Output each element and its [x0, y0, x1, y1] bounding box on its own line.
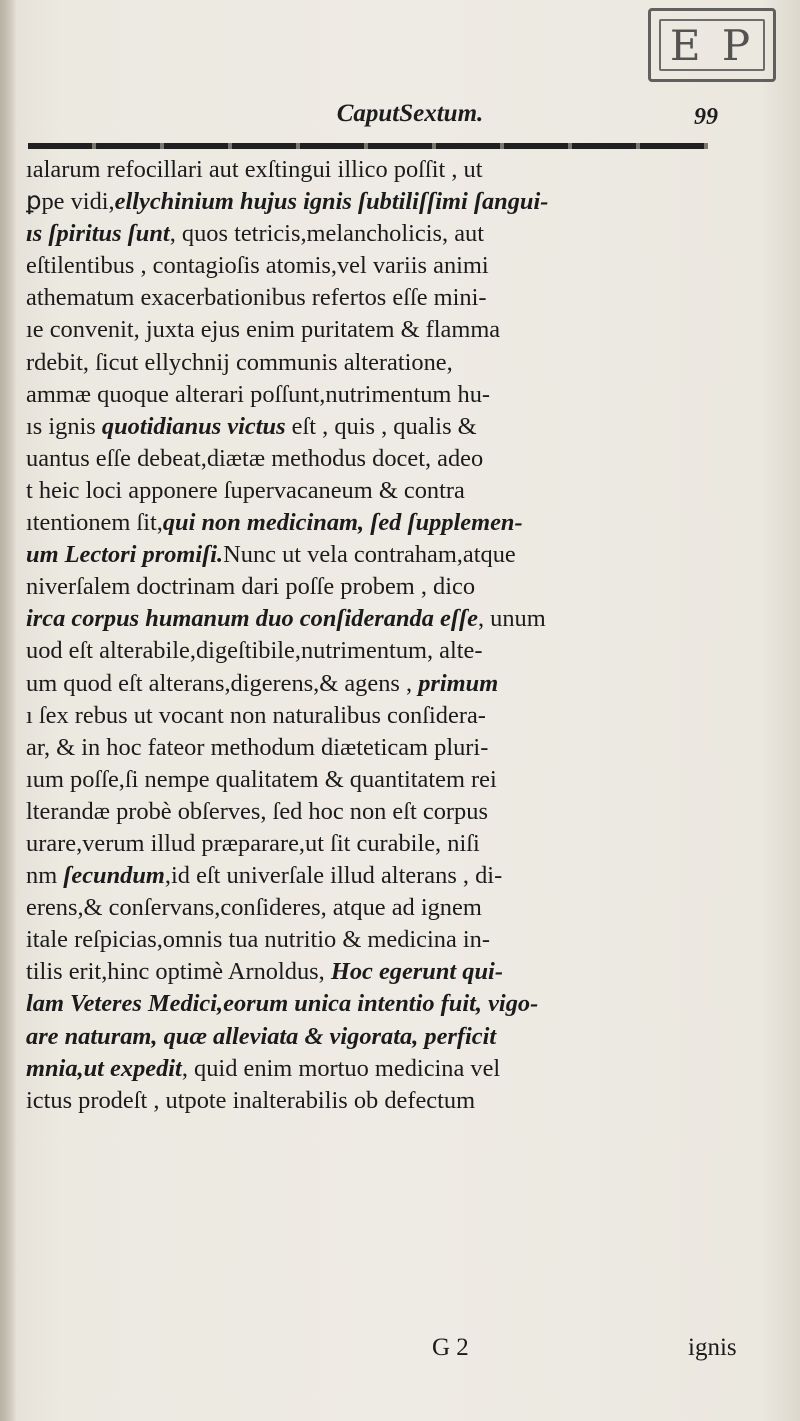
text-line	[26, 1021, 772, 1053]
roman-text-segment: lterandæ probè obſerves, ſed hoc non eſt corpus	[26, 797, 488, 825]
text-line	[26, 828, 772, 860]
text-line	[26, 892, 772, 924]
italic-text-segment: mnia,ut expedit	[26, 1054, 182, 1082]
roman-text-segment: ı ſex rebus ut vocant non naturalibus conſidera-	[26, 701, 486, 729]
roman-text-segment: uod eſt alterabile,digeſtibile,nutrimentum, alte-	[26, 637, 483, 665]
roman-text-segment: ar, & in hoc fateor methodum diæteticam pluri-	[26, 733, 489, 761]
text-line	[26, 475, 772, 507]
roman-text-segment: , unum	[477, 605, 546, 633]
roman-text-segment: rdebit, ſicut ellychnij communis alteratione,	[26, 348, 453, 376]
text-line	[26, 282, 772, 314]
text-line	[26, 603, 772, 635]
italic-text-segment: ſecundum	[63, 862, 165, 890]
text-line	[26, 764, 772, 796]
roman-text-segment: uantus eſſe debeat,diætæ methodus docet, adeo	[26, 444, 484, 472]
roman-text-segment: nm	[26, 862, 64, 890]
roman-text-segment: eſt , quis , qualis &	[285, 412, 477, 440]
roman-text-segment: ictus prodeſt , utpote inalterabilis ob defectum	[26, 1086, 476, 1114]
text-line	[26, 347, 772, 379]
italic-text-segment: Hoc egerunt qui-	[330, 958, 503, 986]
text-line	[26, 507, 772, 539]
text-line	[26, 411, 772, 443]
italic-text-segment: um Lectori promiſi.	[26, 541, 224, 569]
running-head: CaputSextum.	[336, 100, 484, 127]
header-rule	[28, 143, 708, 149]
roman-text-segment: um quod eſt alterans,digerens,& agens ,	[26, 669, 419, 697]
italic-text-segment: quotidianus victus	[101, 412, 286, 440]
italic-text-segment: lam Veteres Medici,eorum unica intentio fuit, vigo-	[26, 990, 539, 1018]
italic-text-segment: irca corpus humanum duo conſideranda eſſe	[26, 605, 478, 633]
italic-text-segment: ellychinium hujus ignis ſubtiliſſimi ſangui-	[114, 188, 549, 216]
gutter-shadow	[0, 0, 16, 1421]
text-line	[26, 1053, 772, 1085]
text-line	[26, 700, 772, 732]
stamp-lettering: E P	[669, 20, 755, 70]
roman-text-segment: , quos tetricis,melancholicis, aut	[169, 220, 484, 248]
text-line	[26, 924, 772, 956]
roman-text-segment: ꝑpe vidi,	[26, 188, 115, 216]
roman-text-segment: erens,& conſervans,conſideres, atque ad ignem	[26, 894, 482, 922]
text-line	[26, 443, 772, 475]
text-line	[26, 154, 772, 186]
text-line	[26, 860, 772, 892]
roman-text-segment: ıtentionem ſit,	[26, 509, 163, 537]
text-line	[26, 668, 772, 700]
italic-text-segment: primum	[418, 669, 499, 697]
signature-mark: G 2	[432, 1334, 469, 1361]
roman-text-segment: tilis erit,hinc optimè Arnoldus,	[26, 958, 331, 986]
roman-text-segment: niverſalem doctrinam dari poſſe probem , dico	[26, 573, 476, 601]
text-line	[26, 635, 772, 667]
roman-text-segment: t heic loci apponere ſupervacaneum & contra	[26, 476, 465, 504]
text-line	[26, 988, 772, 1020]
text-line	[26, 539, 772, 571]
roman-text-segment: ıalarum refocillari aut exſtingui illico poſſit , ut	[26, 156, 483, 183]
italic-text-segment: ıs ſpiritus ſunt	[26, 220, 170, 248]
text-line	[26, 956, 772, 988]
roman-text-segment: urare,verum illud præparare,ut ſit curabile, niſi	[26, 829, 480, 857]
text-line	[26, 379, 772, 411]
italic-text-segment: qui non medicinam, ſed ſupplemen-	[162, 509, 523, 537]
page-number: 99	[694, 104, 718, 130]
roman-text-segment: athematum exacerbationibus refertos eſſe mini-	[26, 284, 487, 312]
text-line	[26, 732, 772, 764]
body-text	[26, 154, 772, 1117]
text-line	[26, 186, 772, 218]
roman-text-segment: itale reſpicias,omnis tua nutritio & medicina in-	[26, 926, 490, 954]
roman-text-segment: ıe convenit, juxta ejus enim puritatem & flamma	[26, 316, 501, 344]
text-line	[26, 218, 772, 250]
italic-text-segment: are naturam, quæ alleviata & vigorata, perficit	[26, 1022, 497, 1050]
roman-text-segment: ammæ quoque alterari poſſunt,nutrimentum hu-	[26, 380, 491, 408]
roman-text-segment: ıum poſſe,ſi nempe qualitatem & quantitatem rei	[26, 765, 497, 793]
text-line	[26, 314, 772, 346]
text-line	[26, 571, 772, 603]
text-line	[26, 1085, 772, 1117]
text-line	[26, 796, 772, 828]
roman-text-segment: ,id eſt univerſale illud alterans , di-	[164, 862, 503, 890]
roman-text-segment: , quid enim mortuo medicina vel	[181, 1054, 501, 1082]
roman-text-segment: eſtilentibus , contagioſis atomis,vel variis animi	[26, 252, 489, 280]
roman-text-segment: Nunc ut vela contraham,atque	[223, 541, 516, 569]
catchword: ignis	[688, 1334, 737, 1361]
text-line	[26, 250, 772, 282]
roman-text-segment: ıs ignis	[26, 412, 102, 440]
library-stamp	[648, 8, 776, 82]
